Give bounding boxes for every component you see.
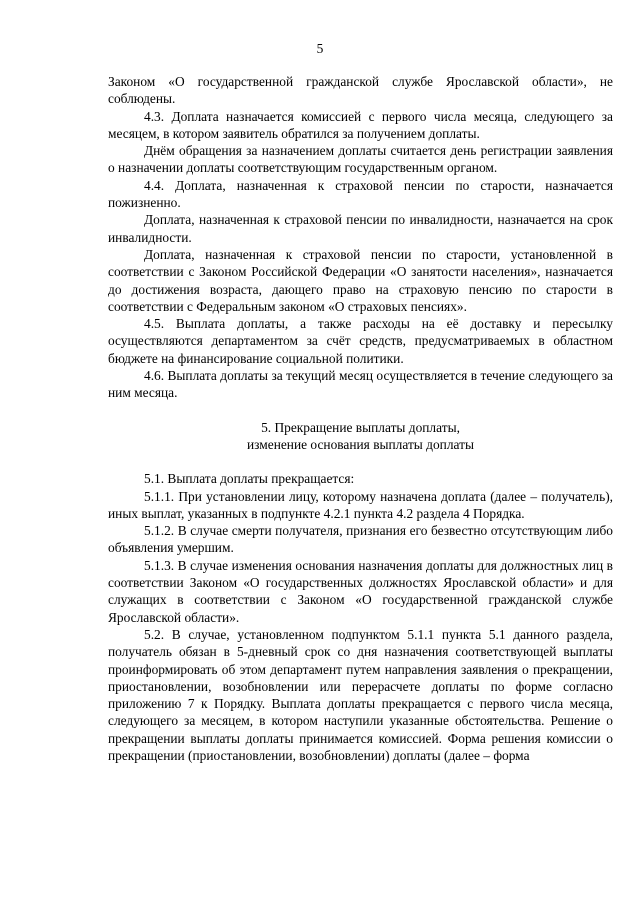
- paragraph: Днём обращения за назначением доплаты считается день регистрации заявления о назначении доплаты соответствующим государственным органом.: [108, 143, 613, 176]
- paragraph: Доплата, назначенная к страховой пенсии по инвалидности, назначается на срок инвалидности.: [108, 212, 613, 245]
- paragraph: 5.1.3. В случае изменения основания назначения доплаты для должностных лиц в соответствии Законом «О государственных должностях Ярославской области» и для служащих в соответствии с Законом «О государственной гражданской службе Ярославской области».: [108, 557, 613, 625]
- paragraph: 4.6. Выплата доплаты за текущий месяц осуществляется в течение следующего за ним месяца.: [108, 368, 613, 401]
- paragraph: Доплата, назначенная к страховой пенсии по старости, установленной в соответствии с Законом Российской Федерации «О занятости населения», назначается до достижения возраста, дающего право на страховую пенсию по старости в соответствии с Федеральным законом «О страховых пенсиях».: [108, 246, 613, 314]
- section-heading-line1: 5. Прекращение выплаты доплаты,: [261, 419, 460, 435]
- paragraph: Законом «О государственной гражданской службе Ярославской области», не соблюдены.: [108, 74, 613, 107]
- paragraph: 5.1.1. При установлении лицу, которому назначена доплата (далее – получатель), иных выплат, указанных в подпункте 4.2.1 пункта 4.2 раздела 4 Порядка.: [108, 488, 613, 521]
- section-heading-line2: изменение основания выплаты доплаты: [247, 436, 474, 452]
- paragraph: 5.1. Выплата доплаты прекращается:: [144, 471, 355, 487]
- page-number: 5: [316, 41, 324, 56]
- paragraph: 4.3. Доплата назначается комиссией с первого числа месяца, следующего за месяцем, в котором заявитель обратился за получением доплаты.: [108, 108, 613, 141]
- section-heading: [108, 419, 613, 454]
- paragraph: 4.4. Доплата, назначенная к страховой пенсии по старости, назначается пожизненно.: [108, 177, 613, 211]
- paragraph: 5.2. В случае, установленном подпунктом 5.1.1 пункта 5.1 данного раздела, получатель обязан в 5-дневный срок со дня назначения соответствующей выплаты проинформировать об этом департамент путем направления заявления о прекращении, приостановлении, возобновлении или перерасчете доплаты по форме согласно приложению 7 к Порядку. Выплата доплаты прекращается с первого числа месяца, следующего за месяцем, в котором наступили указанные обстоятельства. Решение о прекращении выплаты доплаты принимается комиссией. Форма решения комиссии о прекращении (приостановлении, возобновлении) доплаты (далее – форма: [108, 626, 613, 763]
- paragraph: 4.5. Выплата доплаты, а также расходы на её доставку и пересылку осуществляются департаментом за счёт средств, предусматриваемых в областном бюджете на финансирование социальной политики.: [108, 316, 613, 366]
- document-body: [108, 73, 613, 764]
- paragraphs-bottom: [108, 470, 613, 764]
- paragraph: 5.1.2. В случае смерти получателя, признания его безвестно отсутствующим либо объявления умершим.: [108, 523, 613, 556]
- paragraphs-top: [108, 73, 613, 402]
